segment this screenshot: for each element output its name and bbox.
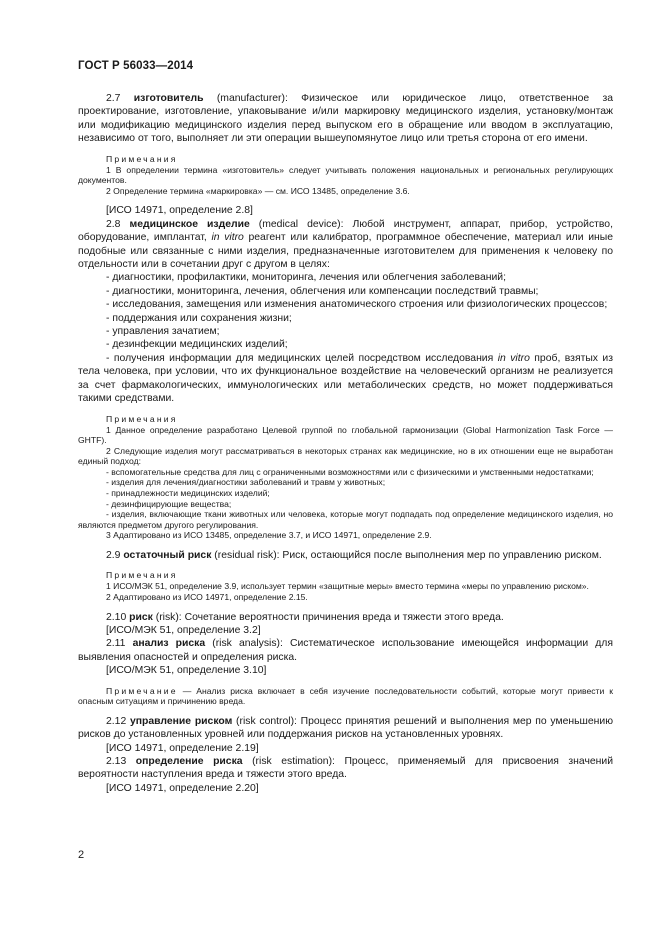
reference: [ИСО 14971, определение 2.8] bbox=[106, 205, 253, 217]
definition-2-12 bbox=[78, 715, 613, 742]
page-content bbox=[78, 92, 613, 795]
notes-title: Примечания bbox=[106, 153, 178, 164]
list-item-text: - получения информации для медицинских целей посредством исследования bbox=[106, 352, 498, 364]
term: изготовитель bbox=[133, 93, 204, 104]
note-label: Примечание bbox=[106, 685, 178, 696]
definition-text: (manufacturer): Физическое или юридическое лицо, ответственное за проектирование, изготовление, упаковывание и/или маркировку медицинского изделия, установку/монтаж или модификацию медицинского изделия перед выпуском его в обращение или вводом в эксплуатацию, независимо от того, выполняет ли эти операции вышеупомянутое лицо или третья сторона от его имени. bbox=[78, 93, 613, 145]
list-item bbox=[78, 352, 613, 406]
term: риск bbox=[129, 611, 153, 623]
term: управление риском bbox=[129, 715, 233, 727]
definition-text: (risk analysis): Систематическое использование имеющейся информации для выявления опасностей и определения риска. bbox=[78, 638, 613, 663]
list-item-text: проб, взятых из тела человека, при условии, что их функциональное воздействие на человеческий организм не реализуется за счет фармакологических, иммунологических или метаболических средств, но может поддерживаться такими средствами. bbox=[78, 352, 614, 405]
note: 1 Данное определение разработано Целевой группой по глобальной гармонизации (Global Harmonization Task Force — GHTF). bbox=[78, 424, 613, 446]
definition-2-7 bbox=[78, 92, 613, 146]
list-item: - диагностики, профилактики, мониторинга, лечения или облегчения заболеваний; bbox=[106, 272, 506, 284]
page-number: 2 bbox=[78, 849, 85, 861]
reference: [ИСО 14971, определение 2.19] bbox=[106, 742, 259, 754]
note: 2 Адаптировано из ИСО 14971, определение 2.15. bbox=[106, 592, 308, 603]
definition-2-11 bbox=[78, 637, 613, 664]
note-list-item: - дезинфицирующие вещества; bbox=[106, 498, 232, 509]
italic-text: in vitro bbox=[497, 352, 530, 364]
note-list-item: - принадлежности медицинских изделий; bbox=[106, 488, 270, 499]
definition-text: (medical device): Любой инструмент, аппарат, прибор, устройство, оборудование, имплантат, bbox=[78, 218, 613, 244]
note: 2 Следующие изделия могут рассматриваться в некоторых странах как медицинские, но в их отношении еще не выработан единый подход: bbox=[78, 445, 613, 467]
note-list-item: - изделия, включающие ткани животных или человека, которые могут подпадать под определение медицинского изделия, но являются предметом другого регулирования. bbox=[78, 509, 613, 530]
definition-text: (risk estimation): Процесс, применяемый для присвоения значений вероятности наступления вреда и тяжести этого вреда. bbox=[78, 756, 613, 781]
note-list-item: - вспомогательные средства для лиц с ограниченными возможностями или с физическими и умственными недостатками; bbox=[106, 466, 594, 477]
note bbox=[78, 686, 613, 707]
reference: [ИСО 14971, определение 2.20] bbox=[106, 782, 259, 794]
clause-number: 2.7 bbox=[106, 93, 134, 104]
term: определение риска bbox=[135, 756, 243, 768]
definition-text: (risk): Сочетание вероятности причинения вреда и тяжести этого вреда. bbox=[152, 611, 504, 623]
italic-text: in vitro bbox=[211, 232, 244, 244]
page-header: ГОСТ Р 56033—2014 bbox=[78, 60, 194, 72]
list-item: - исследования, замещения или изменения анатомического строения или физиологических процессов; bbox=[106, 299, 608, 311]
notes-title: Примечания bbox=[106, 413, 178, 424]
note-text: — Анализ риска включает в себя изучение последовательности событий, которые могут привести к опасным ситуациям и причинению вреда. bbox=[78, 685, 613, 707]
note-list-item: - изделия для лечения/диагностики заболеваний и травм у животных; bbox=[106, 477, 386, 488]
list-item: - поддержания или сохранения жизни; bbox=[106, 312, 292, 324]
note: 3 Адаптировано из ИСО 13485, определение 3.7, и ИСО 14971, определение 2.9. bbox=[106, 530, 432, 541]
reference: [ИСО/МЭК 51, определение 3.10] bbox=[106, 665, 267, 677]
list-item: - дезинфекции медицинских изделий; bbox=[106, 339, 288, 351]
definition-2-8 bbox=[78, 218, 613, 272]
note: 1 ИСО/МЭК 51, определение 3.9, использует термин «защитные меры» вместо термина «меры по управлению риском». bbox=[106, 581, 589, 592]
definition-2-13 bbox=[78, 755, 613, 782]
list-item: - диагностики, мониторинга, лечения, облегчения или компенсации последствий травмы; bbox=[106, 285, 539, 297]
definition-2-9 bbox=[78, 549, 613, 562]
term: анализ риска bbox=[132, 638, 206, 650]
note: 2 Определение термина «маркировка» — см. ИСО 13485, определение 3.6. bbox=[106, 185, 410, 196]
term: медицинское изделие bbox=[129, 218, 250, 230]
clause-number: 2.9 bbox=[106, 550, 124, 562]
term: остаточный риск bbox=[123, 550, 212, 562]
definition-text: (residual risk): Риск, остающийся после выполнения мер по управлению риском. bbox=[211, 550, 602, 562]
clause-number: 2.8 bbox=[106, 218, 130, 230]
list-item: - управления зачатием; bbox=[106, 326, 220, 338]
definition-text: реагент или калибратор, программное обеспечение, материал или иные подобные или связанные с ними изделия, предназначенные изготовителем для применения к человеку по отдельности или в сочетании друг с другом в целях: bbox=[78, 232, 613, 271]
clause-number: 2.13 bbox=[106, 756, 136, 768]
clause-number: 2.11 bbox=[106, 638, 133, 650]
reference: [ИСО/МЭК 51, определение 3.2] bbox=[106, 625, 261, 637]
note: 1 В определении термина «изготовитель» следует учитывать положения национальных и региональных регулирующих документов. bbox=[78, 164, 613, 186]
clause-number: 2.10 bbox=[106, 611, 130, 623]
definition-2-10 bbox=[78, 611, 613, 624]
notes-title: Примечания bbox=[106, 570, 178, 581]
clause-number: 2.12 bbox=[106, 715, 130, 727]
definition-text: (risk control): Процесс принятия решений и выполнения мер по уменьшению рисков до установленных уровней или поддержания рисков на установленных уровнях. bbox=[78, 715, 613, 741]
